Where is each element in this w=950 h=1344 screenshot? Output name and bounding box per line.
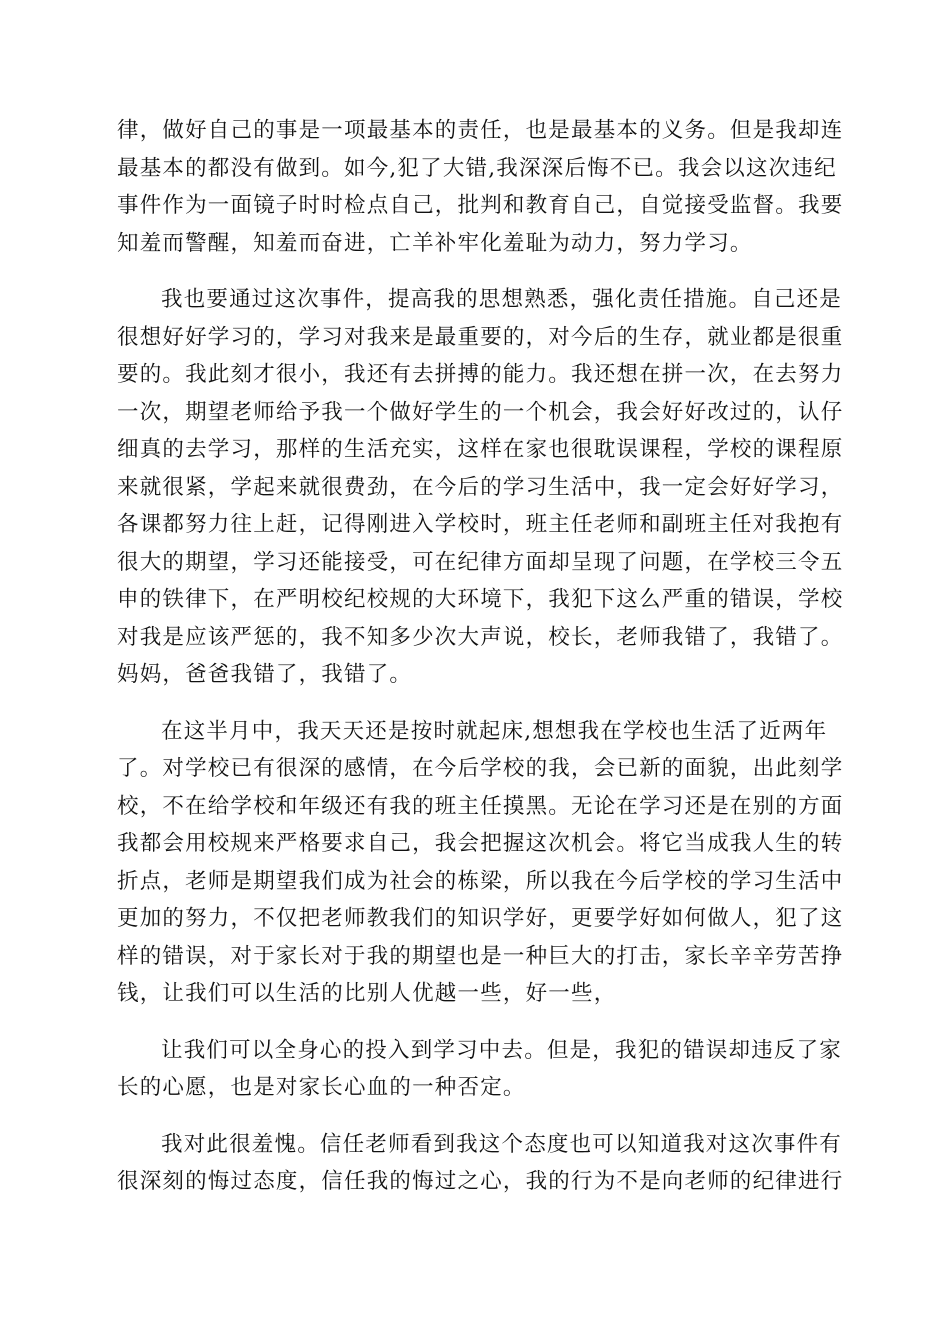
document-body: [117, 112, 844, 1220]
paragraph-1: [117, 112, 844, 262]
text-line: 申的铁律下，在严明校纪校规的大环境下，我犯下这么严重的错误，学校: [117, 587, 844, 612]
text-line: 让我们可以全身心的投入到学习中去。但是，我犯的错误却违反了家: [161, 1037, 843, 1063]
text-line: 校，不在给学校和年级还有我的班主任摸黑。无论在学习还是在别的方面: [117, 793, 844, 819]
text-line: 很大的期望，学习还能接受，可在纪律方面却呈现了问题，在学校三令五: [117, 549, 844, 575]
paragraph-4: [117, 1032, 843, 1107]
text-line: 来就很紧，学起来就很费劲，在今后的学习生活中，我一定会好好学习，: [117, 474, 844, 500]
text-line: 长的心愿，也是对家长心血的一种否定。: [117, 1075, 526, 1100]
text-line: 很深刻的悔过态度，信任我的悔过之心，我的行为不是向老师的纪律进行: [117, 1169, 844, 1194]
paragraph-3: [117, 713, 844, 1013]
text-line: 在这半月中，我天天还是按时就起床,想想我在学校也生活了近两年: [161, 718, 828, 744]
paragraph-5: [117, 1126, 844, 1201]
text-line: 更加的努力，不仅把老师教我们的知识学好，更要学好如何做人，犯了这: [117, 906, 844, 931]
text-line: 一次，期望老师给予我一个做好学生的一个机会，我会好好改过的，认仔: [117, 399, 844, 425]
text-line: 我对此很羞愧。信任老师看到我这个态度也可以知道我对这次事件有: [161, 1131, 843, 1157]
text-line: 各课都努力往上赶，记得刚进入学校时，班主任老师和副班主任对我抱有: [117, 512, 844, 537]
text-line: 很想好好学习的，学习对我来是最重要的，对今后的生存，就业都是很重: [117, 324, 844, 350]
text-line: 了。对学校已有很深的感情，在今后学校的我，会已新的面貌，出此刻学: [117, 756, 844, 781]
text-line: 知羞而警醒，知羞而奋进，亡羊补牢化羞耻为动力，努力学习。: [117, 230, 753, 256]
text-line: 我都会用校规来严格要求自己，我会把握这次机会。将它当成我人生的转: [117, 831, 844, 856]
text-line: 对我是应该严惩的，我不知多少次大声说，校长，老师我错了，我错了。: [117, 624, 844, 650]
text-line: 最基本的都没有做到。如今,犯了大错,我深深后悔不已。我会以这次违纪: [117, 155, 837, 181]
text-line: 要的。我此刻才很小，我还有去拼搏的能力。我还想在拼一次，在去努力: [117, 362, 844, 387]
text-line: 细真的去学习，那样的生活充实，这样在家也很耽误课程，学校的课程原: [117, 437, 844, 462]
text-line: 妈妈，爸爸我错了，我错了。: [117, 662, 413, 687]
paragraph-2: [117, 281, 844, 694]
text-line: 事件作为一面镜子时时检点自己，批判和教育自己，自觉接受监督。我要: [117, 193, 844, 218]
text-line: 样的错误，对于家长对于我的期望也是一种巨大的打击，家长辛辛劳苦挣: [117, 943, 844, 969]
text-line: 我也要通过这次事件，提高我的思想熟悉，强化责任措施。自己还是: [161, 287, 843, 312]
text-line: 律，做好自己的事是一项最基本的责任，也是最基本的义务。但是我却连: [117, 118, 844, 143]
text-line: 折点，老师是期望我们成为社会的栋梁，所以我在今后学校的学习生活中: [117, 868, 844, 894]
text-line: 钱，让我们可以生活的比别人优越一些，好一些，: [117, 981, 617, 1006]
